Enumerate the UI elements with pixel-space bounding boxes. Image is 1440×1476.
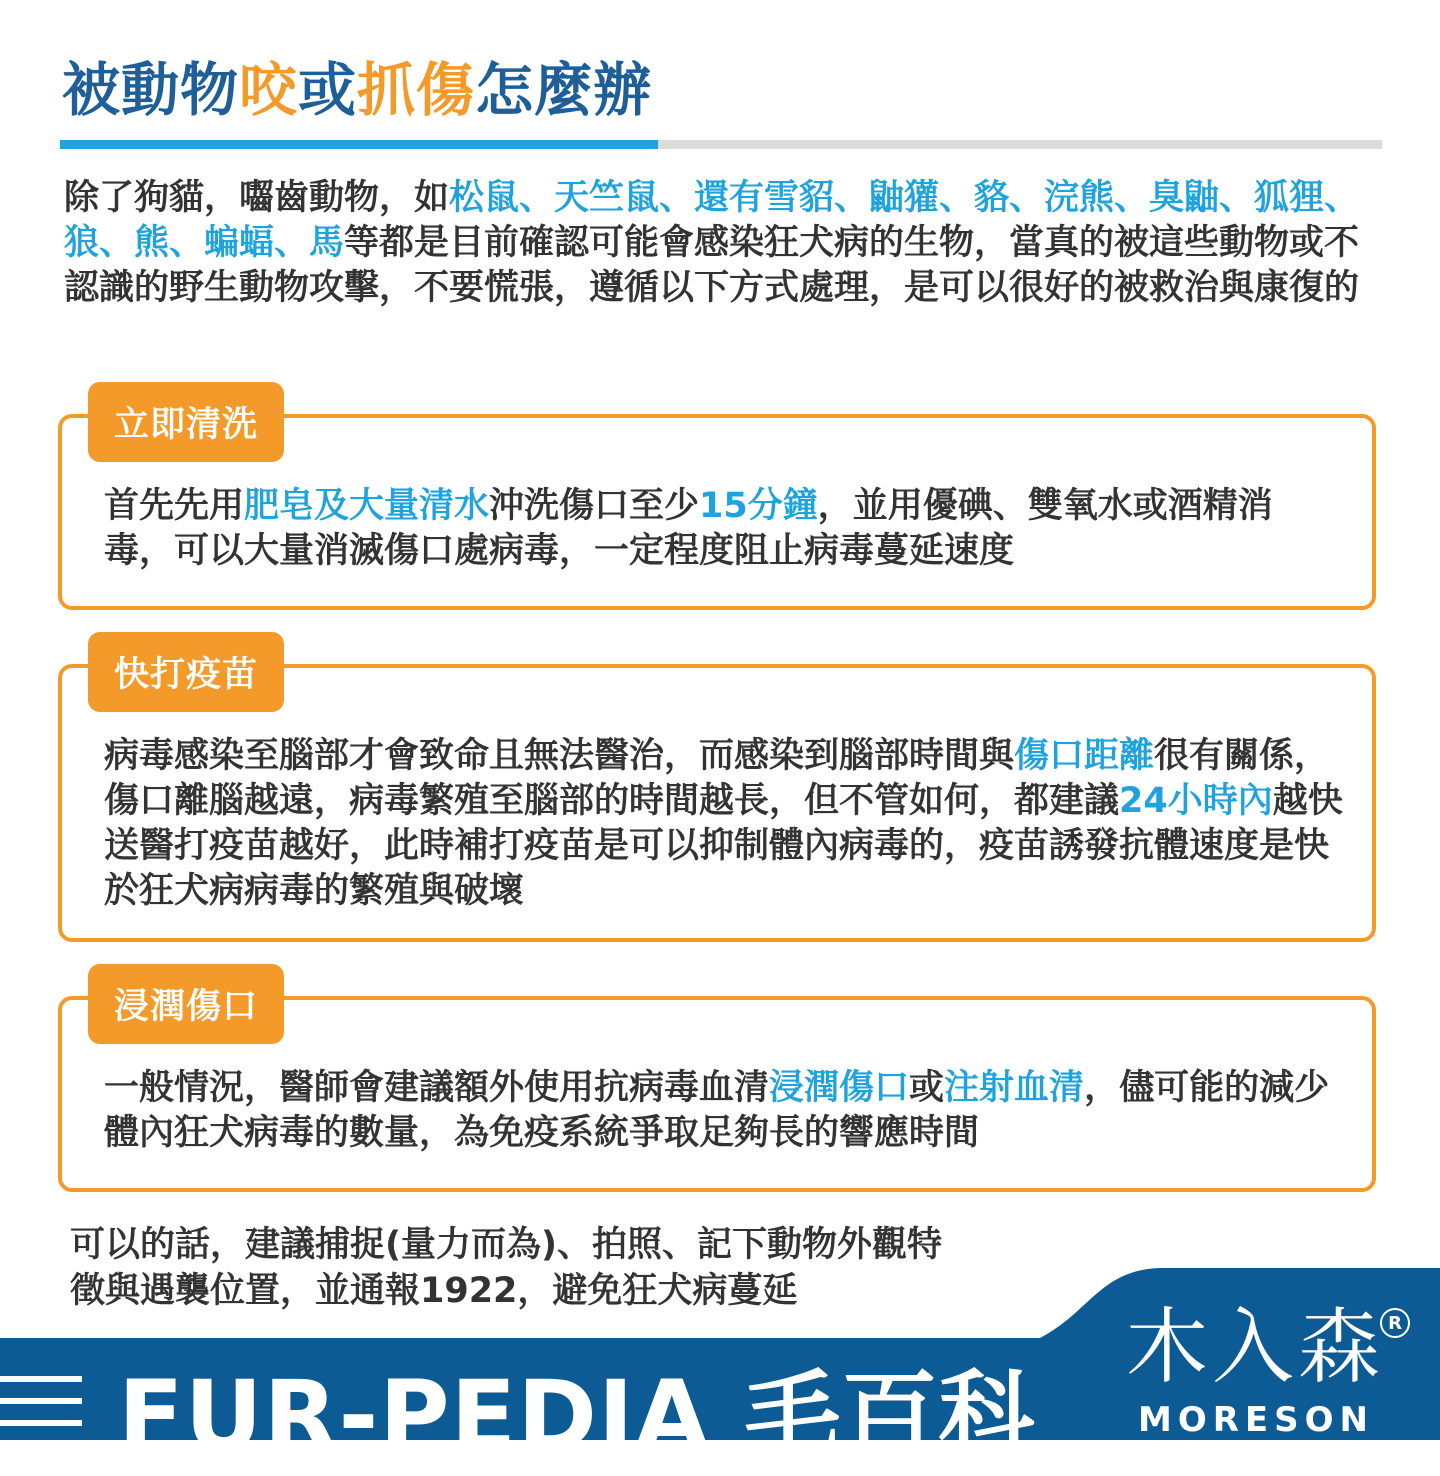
menu-lines-icon — [0, 1376, 82, 1382]
footnote-line-1: 可以的話，建議捕捉(量力而為)、拍照、記下動物外觀特 — [70, 1225, 942, 1265]
step-highlight: 注射血清 — [944, 1068, 1085, 1108]
intro-animal-list: 松鼠、天竺鼠、還有雪貂、鼬獾、貉、浣熊、臭鼬、狐狸、狼、熊、蝙蝠、馬 — [64, 178, 1360, 263]
step-text-segment: 沖洗傷口至少 — [489, 486, 700, 526]
step-text-segment: 病毒感染至腦部才會致命且無法醫治，而感染到腦部時間與 — [104, 736, 1015, 776]
menu-lines-icon-bar — [0, 1420, 82, 1426]
step-text-segment: 一般情況，醫師會建議額外使用抗病毒血清 — [104, 1068, 770, 1108]
moreson-logo-chinese: 木入森 — [1126, 1300, 1385, 1395]
title-part4: 抓傷 — [357, 56, 476, 124]
intro-text-2: 等都是目前確認可能會感染狂犬病的生物，當真的被這些動物或不認識的野生動物攻擊，不要慌張，遵循以下方式處理，是可以很好的被救治與康復的 — [64, 223, 1360, 308]
registered-trademark-icon: R — [1380, 1308, 1410, 1338]
step-text-segment: ，儘可能的減少體內狂犬病毒的數量，為免疫系統爭取足夠長的響應時間 — [104, 1068, 1330, 1153]
fur-pedia-logo: FUR-PEDIA 毛百科 — [118, 1360, 1036, 1472]
step-highlight: 浸潤傷口 — [769, 1068, 910, 1108]
step-highlight: 24小時內 — [1119, 781, 1273, 821]
step-highlight: 15分鐘 — [699, 486, 818, 526]
title-part5: 怎麼辦 — [475, 56, 653, 124]
menu-lines-icon-bar — [0, 1398, 82, 1404]
step-text-segment: 很有關係，傷口離腦越遠，病毒繁殖至腦部的時間越長，但不管如何，都建議 — [104, 736, 1330, 821]
intro-text-1: 除了狗貓，囓齒動物，如 — [64, 178, 450, 218]
moreson-logo-english: MORESON — [1138, 1400, 1374, 1440]
title-part3: 或 — [298, 56, 358, 124]
step-text-segment: 或 — [909, 1068, 945, 1108]
title-part2: 咬 — [239, 56, 299, 124]
step-tag-infiltrate: 浸潤傷口 — [88, 964, 284, 1044]
title-part1: 被動物 — [62, 56, 240, 124]
step-highlight: 肥皂及大量清水 — [244, 486, 490, 526]
step-tag-vaccine: 快打疫苗 — [88, 632, 284, 712]
step-text-segment: 越快送醫打疫苗越好，此時補打疫苗是可以抑制體內病毒的，疫苗誘發抗體速度是快於狂犬病病毒的繁殖與破壞 — [104, 781, 1343, 911]
step-tag-wash: 立即清洗 — [88, 382, 284, 462]
footnote-line-2: 徵與遇襲位置，並通報1922，避免狂犬病蔓延 — [70, 1271, 798, 1311]
step-text-segment: 首先先用 — [104, 486, 245, 526]
step-highlight: 傷口距離 — [1014, 736, 1155, 776]
step-text-segment: ，並用優碘、雙氧水或酒精消毒，可以大量消滅傷口處病毒，一定程度阻止病毒蔓延速度 — [104, 486, 1273, 571]
